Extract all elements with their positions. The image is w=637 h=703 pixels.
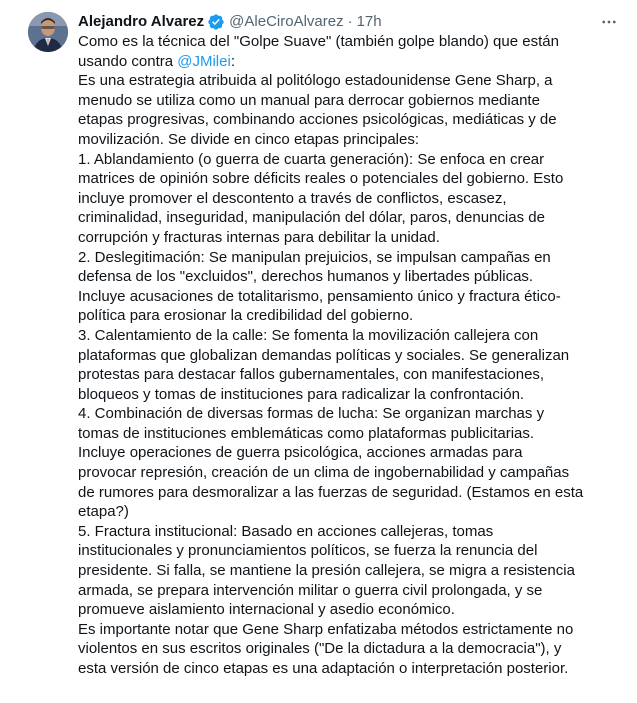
tweet-line: Como es la técnica del "Golpe Suave" (también golpe blando) que están	[78, 33, 559, 50]
avatar[interactable]	[28, 12, 68, 52]
tweet-line: menudo se utiliza como un manual para derrocar gobiernos mediante	[78, 91, 540, 109]
tweet-line: etapa?)	[78, 503, 129, 521]
tweet-line: Incluye operaciones de guerra psicológica, acciones armadas para	[78, 444, 523, 462]
tweet-line: 4. Combinación de diversas formas de lucha: Se organizan marchas y	[78, 405, 545, 423]
mention-link[interactable]: @JMilei	[177, 52, 231, 70]
tweet-line	[78, 52, 619, 72]
tweet-line: Es una estrategia atribuida al politólogo estadounidense Gene Sharp, a	[78, 72, 553, 90]
tweet-line: Es importante notar que Gene Sharp enfatizaba métodos estrictamente no	[78, 620, 574, 638]
tweet-line: bloqueos y tomas de instituciones para radicalizar la confrontación.	[78, 385, 525, 403]
author-handle[interactable]: @AleCiroAlvarez	[229, 13, 344, 30]
tweet-line: Incluye acusaciones de totalitarismo, pensamiento único y fractura ético-	[78, 287, 561, 305]
tweet-line: criminalidad, inseguridad, manipulación del dólar, paros, denuncias de	[78, 209, 545, 227]
tweet-line: 3. Calentamiento de la calle: Se fomenta la movilización callejera con	[78, 326, 539, 344]
tweet-line: provocar represión, creación de un clima de ingobernabilidad y campañas	[78, 464, 570, 482]
more-options-icon[interactable]	[599, 12, 619, 32]
tweet-line: incluye promover el descontento a través de conflictos, escasez,	[78, 189, 507, 207]
separator-dot: ·	[347, 13, 353, 30]
verified-badge-icon	[207, 13, 225, 31]
tweet-line: etapas progresivas, combinando acciones psicológicas, mediáticas y de	[78, 111, 557, 129]
tweet-line: 5. Fractura institucional: Basado en acciones callejeras, tomas	[78, 522, 494, 540]
tweet-text	[78, 32, 619, 679]
tweet-header	[78, 12, 619, 32]
tweet-text-fragment: usando contra	[78, 52, 178, 70]
tweet-text-fragment: :	[230, 52, 235, 70]
tweet-line: plataformas que globalizan demandas políticas y sociales. Se generalizan	[78, 346, 570, 364]
tweet-line: 2. Deslegitimación: Se manipulan prejuicios, se impulsan campañas en	[78, 248, 551, 266]
tweet-line: tomas de instituciones emblemáticas como plataformas publicitarias.	[78, 424, 535, 442]
tweet-line: violentos en sus escritos originales ("De la dictadura a la democracia"), y	[78, 640, 562, 658]
tweet-line: protestas para destacar fallos gubernamentales, con manifestaciones,	[78, 366, 545, 384]
tweet-line: armada, se prepara intervención militar o guerra civil prolongada, y se	[78, 581, 543, 599]
tweet-line: esta versión de cinco etapas es una adaptación o interpretación posterior.	[78, 660, 569, 677]
tweet-line: defensa de los "excluidos", derechos humanos y libertades públicas.	[78, 268, 534, 286]
tweet-line: matrices de opinión sobre déficits reales o potenciales del gobierno. Esto	[78, 170, 564, 188]
tweet-line: corrupción y fracturas internas para debilitar la unidad.	[78, 228, 440, 246]
tweet-line: institucionales y pronunciamientos políticos, se fuerza la renuncia del	[78, 542, 538, 560]
author-name[interactable]: Alejandro Alvarez	[78, 13, 205, 30]
tweet-content	[78, 12, 619, 679]
tweet-line: política para erosionar la credibilidad del gobierno.	[78, 307, 414, 325]
tweet-time[interactable]: 17h	[356, 13, 382, 30]
tweet-line: presidente. Si falla, se mantiene la presión callejera, se migra a resistencia	[78, 562, 575, 580]
tweet-line: promueve aislamiento internacional y asedio económico.	[78, 601, 455, 619]
tweet-line: 1. Ablandamiento (o guerra de cuarta generación): Se enfoca en crear	[78, 150, 545, 168]
tweet-line: movilización. Se divide en cinco etapas principales:	[78, 130, 420, 148]
tweet-line: de rumores para desmoralizar a las fuerzas de seguridad. (Estamos en esta	[78, 483, 584, 501]
